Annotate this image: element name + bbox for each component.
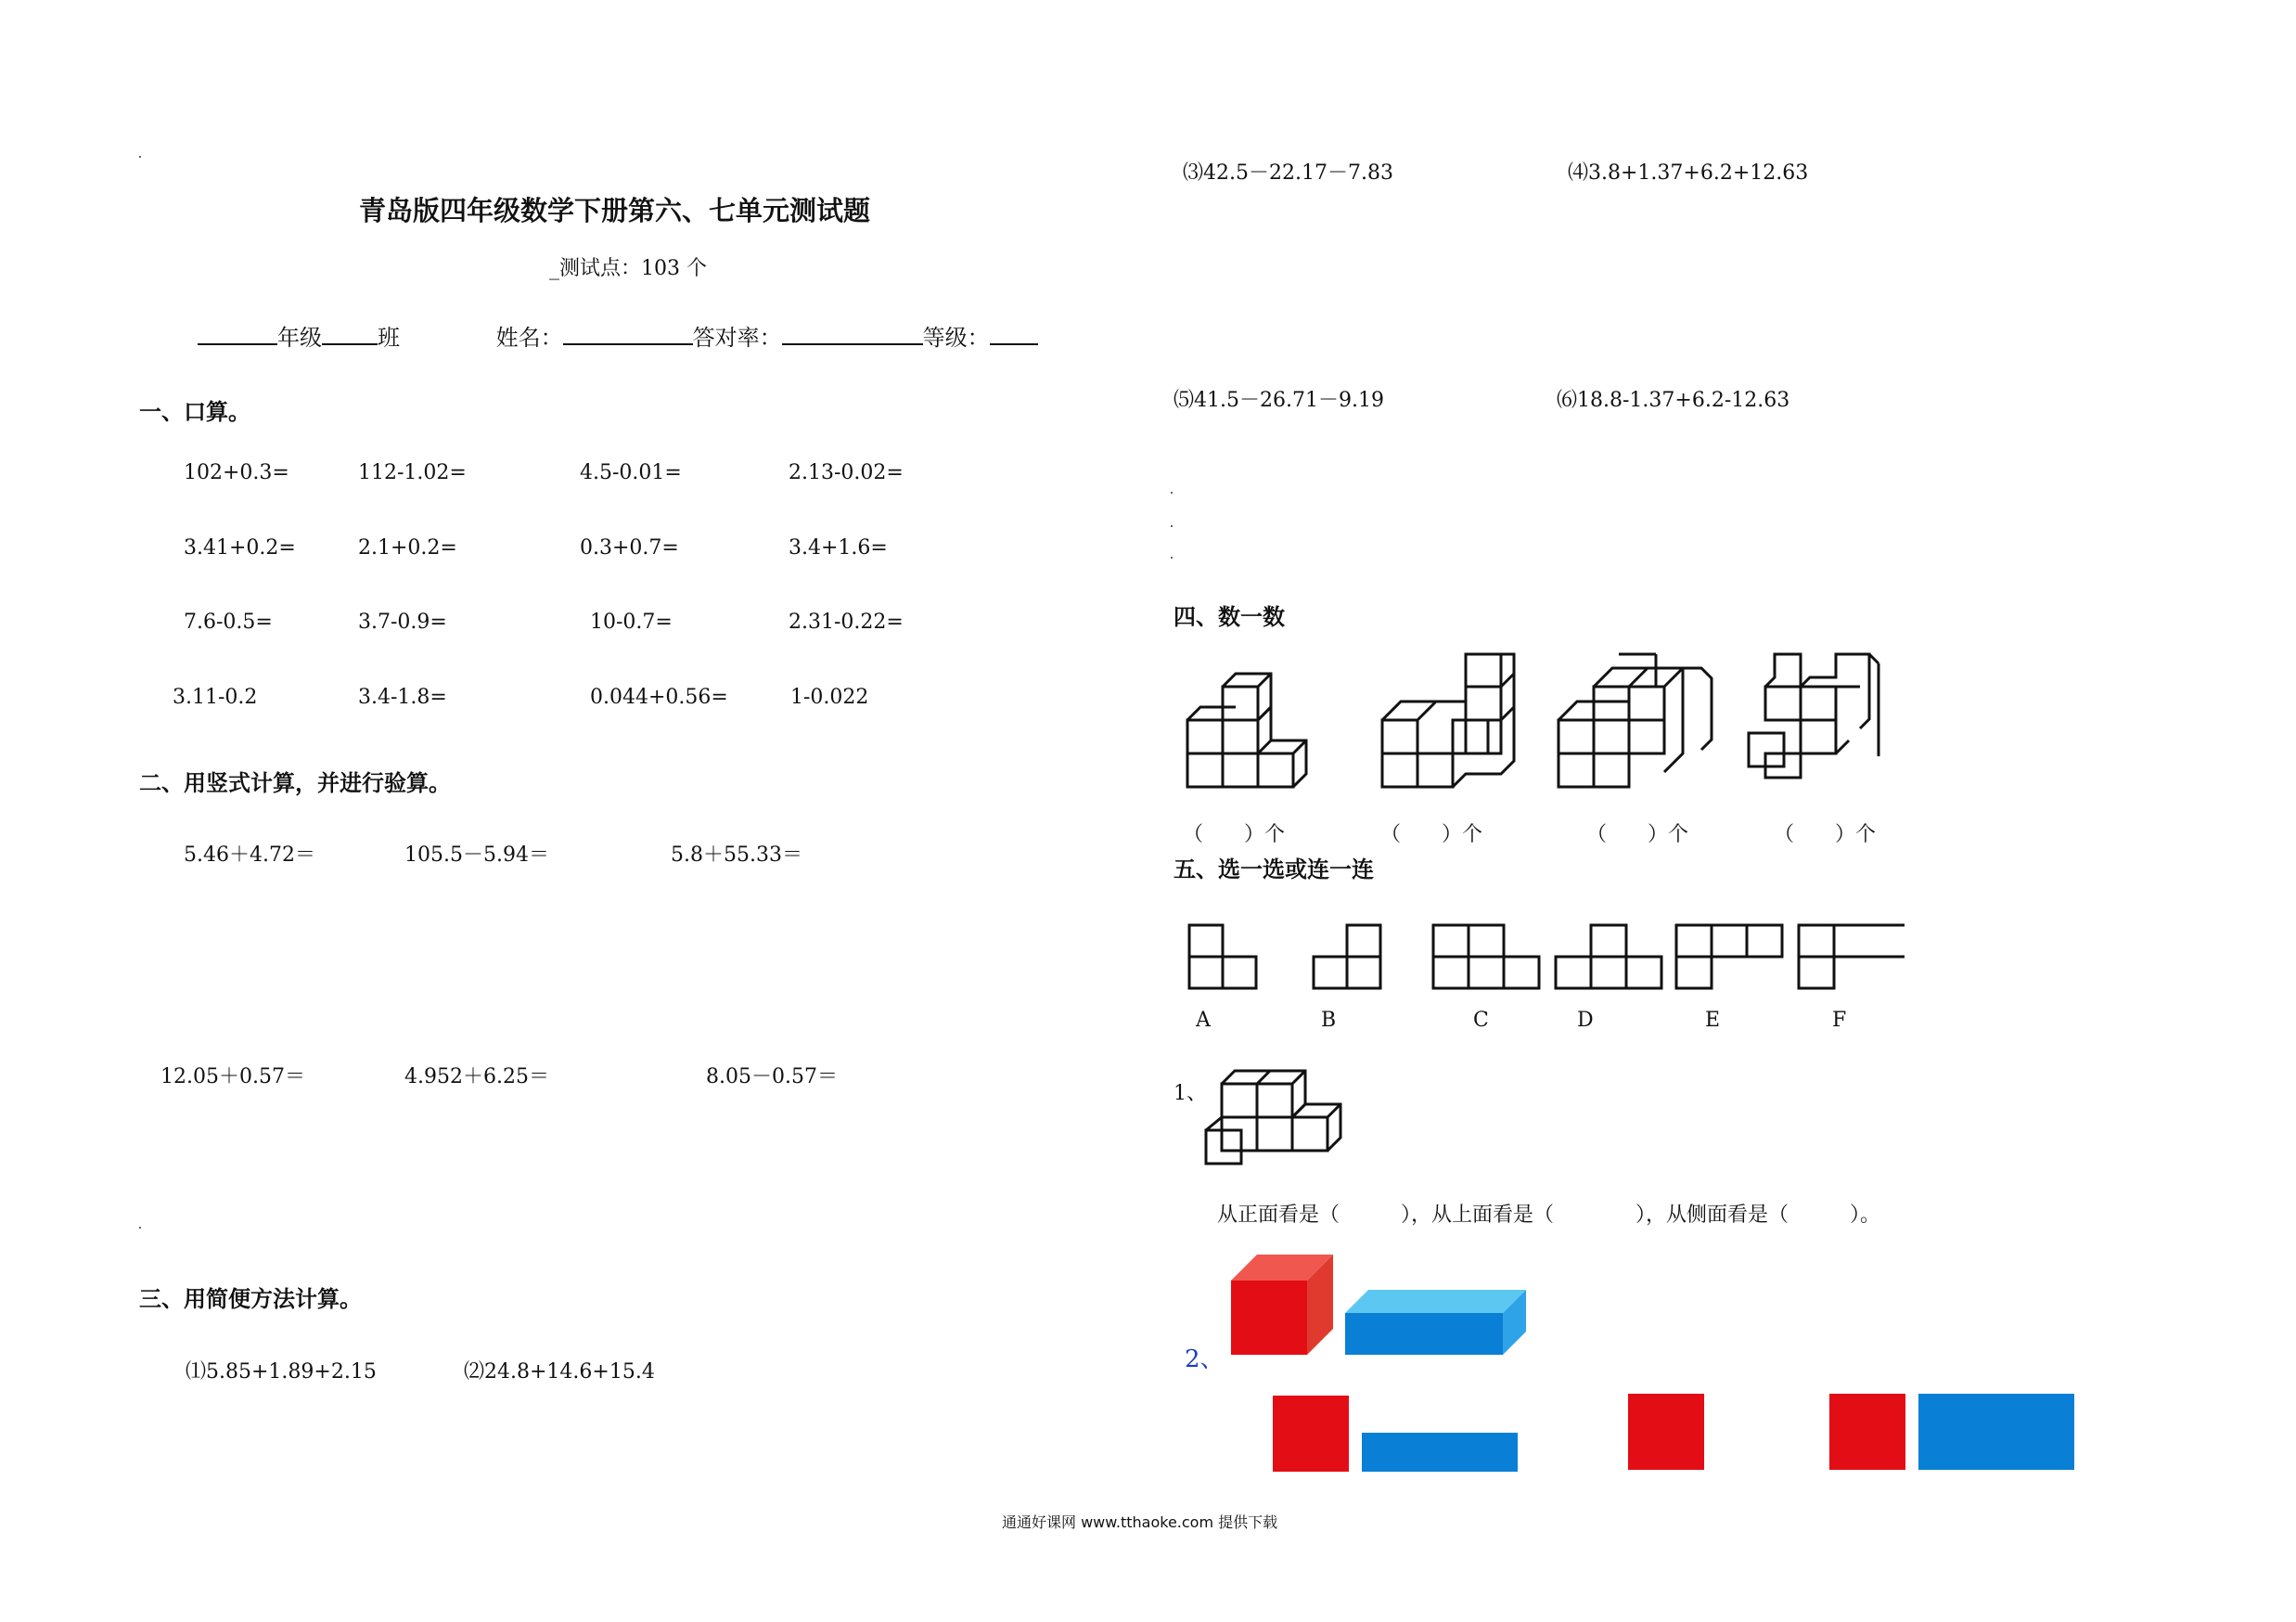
q1-label: 1、	[1174, 1082, 1207, 1105]
scan-dot	[1171, 492, 1173, 494]
view-label: B	[1321, 1009, 1337, 1032]
oral-item: 10-0.7=	[590, 611, 673, 634]
oral-item: 7.6-0.5=	[184, 611, 273, 634]
blue-cuboid-front	[1345, 1313, 1503, 1355]
footer-text: 通通好课网 www.tthaoke.com 提供下载	[1002, 1513, 1278, 1531]
vertical-item: 4.952＋6.25＝	[404, 1065, 549, 1088]
oral-item: 0.044+0.56=	[590, 686, 728, 709]
oral-item: 4.5-0.01=	[580, 461, 682, 484]
section-choose: 五、选一选或连一连	[1174, 856, 1374, 882]
scan-dot	[139, 156, 141, 158]
oral-item: 3.4-1.8=	[358, 686, 447, 709]
q2-3d-shapes	[1229, 1253, 1535, 1359]
oral-item: 1-0.022	[790, 686, 869, 709]
view-shape-f	[1797, 923, 1908, 993]
red-cube-front	[1231, 1281, 1307, 1355]
name-label: 姓名：	[495, 325, 563, 351]
grade-label: 年级	[277, 325, 322, 351]
scan-dot	[1171, 525, 1173, 527]
view-label: D	[1577, 1009, 1594, 1032]
simple-item: ⑸41.5－26.71－9.19	[1174, 389, 1384, 412]
count-answer: （ ）个	[1183, 823, 1286, 846]
view-shape-d	[1554, 923, 1665, 993]
section-oral: 一、口算。	[139, 399, 250, 425]
vertical-item: 5.8＋55.33＝	[671, 843, 802, 867]
oral-item: 102+0.3=	[184, 461, 289, 484]
count-answer: （ ）个	[1774, 823, 1877, 846]
oral-item: 3.41+0.2=	[184, 536, 296, 560]
test-points: _测试点：103 个	[549, 257, 707, 280]
q1-cube-figure	[1201, 1067, 1354, 1169]
level-label: 等级：	[922, 325, 990, 351]
cube-figure-4	[1749, 654, 1897, 789]
vertical-item: 12.05＋0.57＝	[160, 1065, 305, 1088]
count-answer: （ ）个	[1380, 823, 1483, 846]
view-label: C	[1473, 1009, 1489, 1032]
q2-label: 2、	[1185, 1345, 1225, 1373]
cube-figure-3	[1554, 654, 1730, 789]
name-blank[interactable]	[563, 327, 693, 345]
class-label: 班	[378, 325, 400, 351]
page-title: 青岛版四年级数学下册第六、七单元测试题	[359, 195, 871, 226]
view-shape-b	[1310, 923, 1384, 993]
cube-figure-1	[1178, 650, 1345, 789]
cube-figure-2	[1373, 654, 1531, 789]
oral-item: 2.1+0.2=	[358, 536, 457, 560]
oral-item: 112-1.02=	[358, 461, 467, 484]
vertical-item: 105.5－5.94＝	[404, 843, 549, 867]
q1-text: 从正面看是（ ），从上面看是（ ），从侧面看是（ ）。	[1217, 1204, 1881, 1227]
view-label: E	[1705, 1009, 1721, 1032]
student-info-row	[198, 319, 1038, 352]
simple-item: ⑹18.8-1.37+6.2-12.63	[1557, 389, 1790, 412]
grade-blank[interactable]	[198, 327, 277, 345]
class-blank[interactable]	[322, 327, 378, 345]
red-square-view-2	[1628, 1394, 1704, 1470]
view-shape-c	[1431, 923, 1543, 993]
oral-item: 3.11-0.2	[173, 686, 258, 709]
rate-label: 答对率：	[692, 325, 782, 351]
oral-item: 3.4+1.6=	[789, 536, 888, 560]
red-square-view-3	[1829, 1394, 1905, 1470]
oral-item: 3.7-0.9=	[358, 611, 447, 634]
red-square-view-1	[1273, 1396, 1349, 1472]
count-answer: （ ）个	[1586, 823, 1689, 846]
vertical-item: 5.46＋4.72＝	[184, 843, 315, 867]
view-shape-a	[1187, 923, 1262, 993]
simple-item: ⑵24.8+14.6+15.4	[464, 1360, 655, 1384]
section-vertical: 二、用竖式计算，并进行验算。	[139, 770, 451, 796]
simple-item: ⑴5.85+1.89+2.15	[186, 1360, 377, 1384]
blue-cuboid-top	[1345, 1290, 1526, 1313]
oral-item: 2.31-0.22=	[789, 611, 904, 634]
simple-item: ⑷3.8+1.37+6.2+12.63	[1568, 161, 1809, 185]
q2-view-shapes	[1271, 1392, 2087, 1475]
scan-dot	[1171, 557, 1173, 559]
level-blank[interactable]	[990, 327, 1038, 345]
view-shape-e	[1674, 923, 1786, 993]
oral-item: 0.3+0.7=	[580, 536, 679, 560]
blue-rect-view-1	[1362, 1433, 1518, 1472]
oral-item: 2.13-0.02=	[789, 461, 904, 484]
scan-dot	[139, 1227, 141, 1229]
section-simple: 三、用简便方法计算。	[139, 1286, 362, 1312]
rate-blank[interactable]	[782, 327, 923, 345]
section-count: 四、数一数	[1174, 604, 1285, 630]
vertical-item: 8.05－0.57＝	[706, 1065, 838, 1088]
blue-rect-view-2	[1918, 1394, 2074, 1470]
view-label: A	[1196, 1009, 1211, 1032]
view-label: F	[1832, 1009, 1847, 1032]
simple-item: ⑶42.5－22.17－7.83	[1183, 161, 1393, 185]
